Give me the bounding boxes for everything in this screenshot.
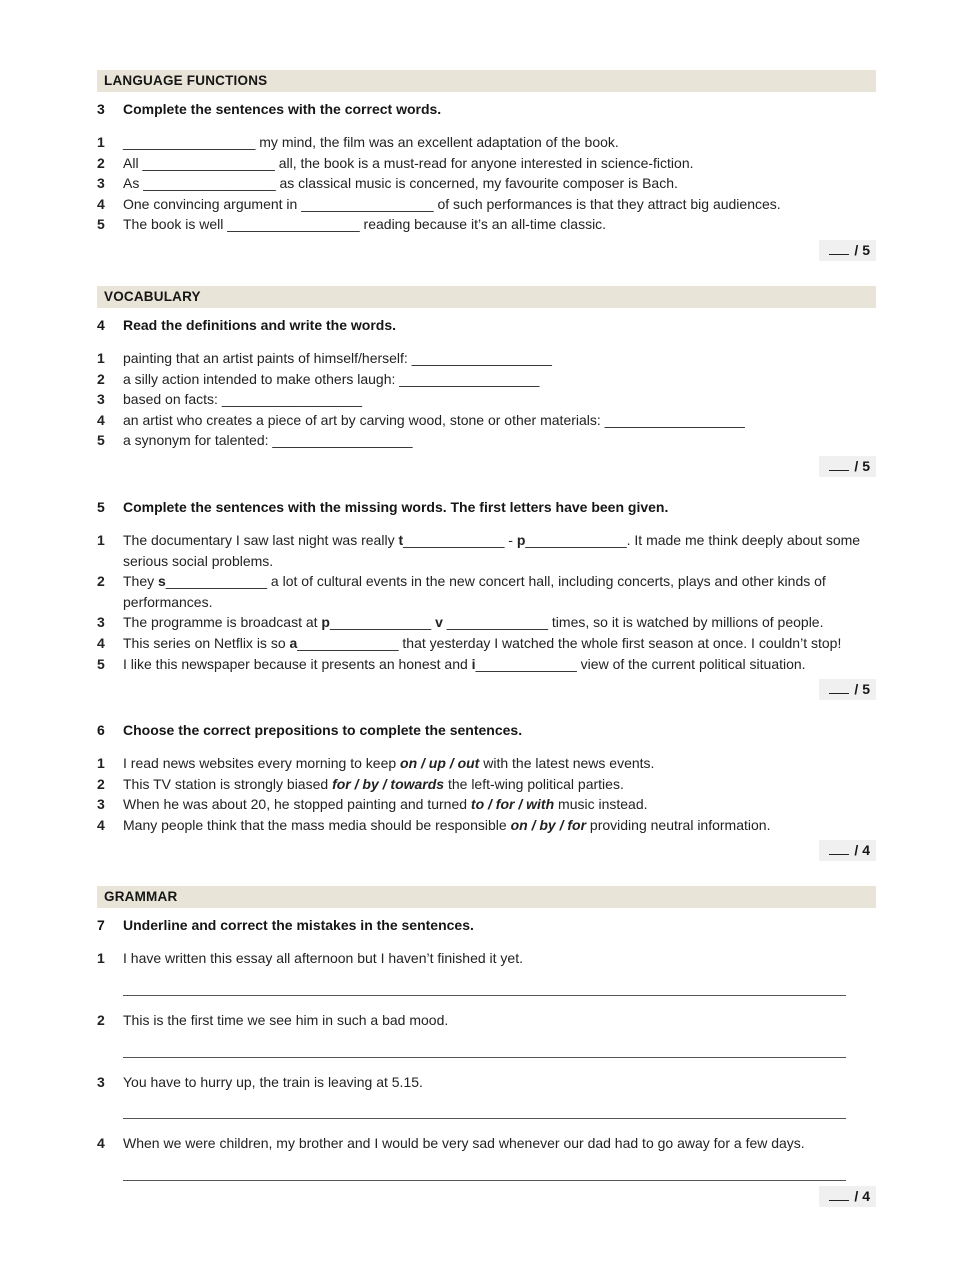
score-badge <box>819 456 876 477</box>
exercise-item <box>97 530 876 571</box>
exercise-item <box>97 389 876 410</box>
text-segment: When we were children, my brother and I would be very sad whenever our dad had to go away for a few days. <box>123 1135 805 1152</box>
text-segment: The programme is broadcast at <box>123 614 322 631</box>
section-title: LANGUAGE FUNCTIONS <box>104 73 268 88</box>
text-segment: that yesterday I watched the whole first season at once. I couldn’t stop! <box>398 634 842 651</box>
blank-field: _____________ <box>403 531 505 548</box>
exercise-item <box>97 194 876 215</box>
item-text <box>123 430 876 451</box>
item-text <box>123 530 876 571</box>
score-blank <box>829 682 849 694</box>
answer-line <box>123 1104 846 1119</box>
text-segment: The book is well <box>123 216 228 233</box>
text-segment: i <box>471 655 476 672</box>
text-segment: When he was about 20, he stopped painting and turned <box>123 796 471 813</box>
item-text <box>123 654 876 675</box>
item-number: 3 <box>97 796 105 813</box>
section-header-bar <box>97 886 876 908</box>
item-number: 4 <box>97 195 105 212</box>
item-number: 2 <box>97 370 105 387</box>
text-segment: music instead. <box>554 796 648 813</box>
item-text <box>123 132 876 153</box>
item-number: 3 <box>97 391 105 408</box>
score-blank <box>829 243 849 255</box>
exercise-item <box>97 633 876 654</box>
text-segment: . It made me think deeply about some serious social problems. <box>123 531 861 569</box>
section-header-bar <box>97 286 876 308</box>
item-number: 1 <box>97 755 105 772</box>
exercise-item <box>97 1072 876 1120</box>
exercise-items <box>97 348 876 451</box>
text-segment: t <box>398 531 404 548</box>
blank-field: __________________ <box>221 391 362 408</box>
exercise-number: 3 <box>97 101 105 117</box>
answer-line <box>123 1043 846 1058</box>
blank-field: _________________ <box>143 175 276 192</box>
score-blank <box>829 1189 849 1201</box>
text-segment: p <box>321 614 330 631</box>
item-text <box>123 173 876 194</box>
text-segment: on / by / for <box>510 816 587 833</box>
exercise-items <box>97 132 876 235</box>
item-number: 2 <box>97 775 105 792</box>
text-segment: view of the current political situation. <box>576 655 806 672</box>
text-segment: for / by / towards <box>332 775 445 792</box>
item-number: 3 <box>97 1073 105 1090</box>
score-row <box>97 1186 876 1207</box>
exercise-heading <box>97 317 876 333</box>
exercise-item <box>97 153 876 174</box>
exercise-7 <box>97 917 876 1206</box>
exercise-instruction: Read the definitions and write the words. <box>123 316 397 333</box>
item-number: 4 <box>97 816 105 833</box>
blank-field: _____________ <box>475 655 577 672</box>
item-number: 5 <box>97 655 105 672</box>
exercise-item <box>97 654 876 675</box>
item-text <box>123 389 876 410</box>
item-text <box>123 153 876 174</box>
text-segment: as classical music is concerned, my favourite composer is Bach. <box>275 175 678 192</box>
text-segment: All <box>123 154 143 171</box>
item-text <box>123 753 876 774</box>
exercise-number: 5 <box>97 498 105 515</box>
item-text <box>123 612 876 633</box>
text-segment: They <box>123 573 159 590</box>
score-total: / 4 <box>854 1187 870 1204</box>
score-badge <box>819 1186 876 1207</box>
item-number: 5 <box>97 432 105 449</box>
text-segment: the left-wing political parties. <box>444 775 624 792</box>
exercise-items <box>97 530 876 674</box>
text-segment: a silly action intended to make others laugh: <box>123 370 400 387</box>
item-text <box>123 1072 876 1120</box>
blank-field: _____________ <box>165 573 268 590</box>
text-segment: providing neutral information. <box>586 816 771 833</box>
exercise-5 <box>97 499 876 700</box>
text-segment: a lot of cultural events in the new concert hall, including concerts, plays and other kinds of performances. <box>123 573 826 610</box>
answer-line <box>123 1166 846 1181</box>
score-total: / 5 <box>854 457 870 474</box>
blank-field: __________________ <box>604 411 745 428</box>
text-segment: to / for / with <box>470 796 555 813</box>
text-segment: This is the first time we see him in such a bad mood. <box>123 1012 449 1029</box>
section-title: VOCABULARY <box>104 288 201 304</box>
exercise-item <box>97 348 876 369</box>
score-total: / 5 <box>854 681 870 698</box>
exercise-item <box>97 430 876 451</box>
text-segment: Many people think that the mass media should be responsible <box>123 816 511 833</box>
text-segment: I have written this essay all afternoon but I haven’t finished it yet. <box>123 950 523 967</box>
section-grammar <box>97 886 876 1206</box>
item-text <box>123 369 876 390</box>
exercise-items <box>97 948 876 1180</box>
item-number: 3 <box>97 614 105 631</box>
blank-field: _________________ <box>301 195 434 212</box>
item-number: 1 <box>97 950 105 967</box>
score-row <box>97 456 876 477</box>
exercise-instruction: Choose the correct prepositions to complete the sentences. <box>123 722 523 739</box>
text-segment: One convincing argument in <box>123 195 302 212</box>
item-number: 4 <box>97 634 105 651</box>
text-segment: my mind, the film was an excellent adaptation of the book. <box>255 134 619 150</box>
score-row <box>97 840 876 861</box>
exercise-item <box>97 794 876 815</box>
item-number: 1 <box>97 134 105 150</box>
text-segment: You have to hurry up, the train is leaving at 5.15. <box>123 1073 423 1090</box>
exercise-4 <box>97 317 876 477</box>
section-header-bar <box>97 70 876 92</box>
exercise-item <box>97 369 876 390</box>
text-segment: reading because it’s an all-time classic. <box>359 216 607 233</box>
exercise-heading <box>97 917 876 933</box>
exercise-item <box>97 815 876 836</box>
blank-field: _____________ <box>329 614 432 631</box>
blank-field: _____________ <box>525 531 627 548</box>
text-segment: all, the book is a must-read for anyone interested in science-fiction. <box>274 154 694 171</box>
score-row <box>97 679 876 700</box>
item-number: 4 <box>97 1135 105 1152</box>
section-title: GRAMMAR <box>104 889 178 905</box>
item-text <box>123 633 876 654</box>
text-segment: p <box>516 531 526 548</box>
text-segment: This series on Netflix is so <box>123 634 290 651</box>
exercise-item <box>97 774 876 795</box>
item-text <box>123 194 876 215</box>
item-text <box>123 1010 876 1058</box>
section-vocabulary <box>97 286 876 862</box>
item-text <box>123 1133 876 1181</box>
blank-field: _________________ <box>123 134 256 150</box>
blank-field: _________________ <box>227 216 360 233</box>
item-text <box>123 348 876 369</box>
exercise-heading <box>97 499 876 515</box>
exercise-item <box>97 948 876 996</box>
item-text <box>123 815 876 836</box>
item-text <box>123 410 876 431</box>
exercise-number: 4 <box>97 316 105 333</box>
score-total: / 4 <box>854 842 870 859</box>
section-language-functions <box>97 70 876 261</box>
exercise-number: 7 <box>97 917 105 934</box>
item-number: 4 <box>97 411 105 428</box>
item-number: 2 <box>97 154 105 171</box>
score-blank <box>829 459 849 471</box>
text-segment: times, so it is watched by millions of people. <box>548 614 824 631</box>
text-segment: I like this newspaper because it presents an honest and <box>123 655 472 672</box>
score-badge <box>819 240 876 261</box>
text-segment: v <box>435 614 443 631</box>
item-text <box>123 571 876 612</box>
blank-field: __________________ <box>272 432 413 449</box>
item-number: 1 <box>97 349 105 366</box>
exercise-item <box>97 1133 876 1181</box>
blank-field: __________________ <box>399 370 540 387</box>
exercise-instruction: Complete the sentences with the missing words. The first letters have been given. <box>123 498 669 515</box>
item-number: 1 <box>97 531 105 548</box>
text-segment: This TV station is strongly biased <box>123 775 333 792</box>
score-badge <box>819 840 876 861</box>
exercise-3 <box>97 101 876 261</box>
text-segment: with the latest news events. <box>479 755 655 772</box>
blank-field: _____________ <box>446 614 549 631</box>
exercise-item <box>97 753 876 774</box>
item-number: 3 <box>97 175 105 192</box>
text-segment: As <box>123 175 144 192</box>
text-segment: painting that an artist paints of himself/herself: <box>123 349 412 366</box>
exercise-heading <box>97 101 876 117</box>
exercise-item <box>97 612 876 633</box>
blank-field: __________________ <box>411 349 552 366</box>
exercise-item <box>97 173 876 194</box>
text-segment: The documentary I saw last night was really <box>123 531 399 548</box>
item-number: 5 <box>97 216 105 233</box>
text-segment: a <box>289 634 298 651</box>
exercise-items <box>97 753 876 835</box>
exercise-number: 6 <box>97 722 105 739</box>
exercise-item <box>97 571 876 612</box>
exercise-item <box>97 214 876 235</box>
exercise-item <box>97 410 876 431</box>
text-segment: a synonym for talented: <box>123 432 273 449</box>
exercise-instruction: Underline and correct the mistakes in the sentences. <box>123 917 474 934</box>
item-text <box>123 774 876 795</box>
text-segment: - <box>504 531 517 548</box>
text-segment: on / up / out <box>400 755 480 772</box>
item-text <box>123 214 876 235</box>
text-segment: I read news websites every morning to keep <box>123 755 401 772</box>
blank-field: _____________ <box>297 634 399 651</box>
answer-line <box>123 981 846 996</box>
text-segment: of such performances is that they attract big audiences. <box>433 195 781 212</box>
exercise-instruction: Complete the sentences with the correct words. <box>123 101 442 117</box>
score-row <box>97 240 876 261</box>
blank-field: _________________ <box>142 154 275 171</box>
text-segment: an artist who creates a piece of art by carving wood, stone or other materials: <box>123 411 605 428</box>
exercise-item <box>97 1010 876 1058</box>
exercise-heading <box>97 722 876 738</box>
item-number: 2 <box>97 573 105 590</box>
item-text <box>123 948 876 996</box>
exercise-item <box>97 132 876 153</box>
text-segment: based on facts: <box>123 391 222 408</box>
score-total: / 5 <box>854 241 870 258</box>
score-badge <box>819 679 876 700</box>
item-number: 2 <box>97 1012 105 1029</box>
score-blank <box>829 843 849 855</box>
item-text <box>123 794 876 815</box>
exercise-6 <box>97 722 876 861</box>
text-segment: s <box>158 573 166 590</box>
